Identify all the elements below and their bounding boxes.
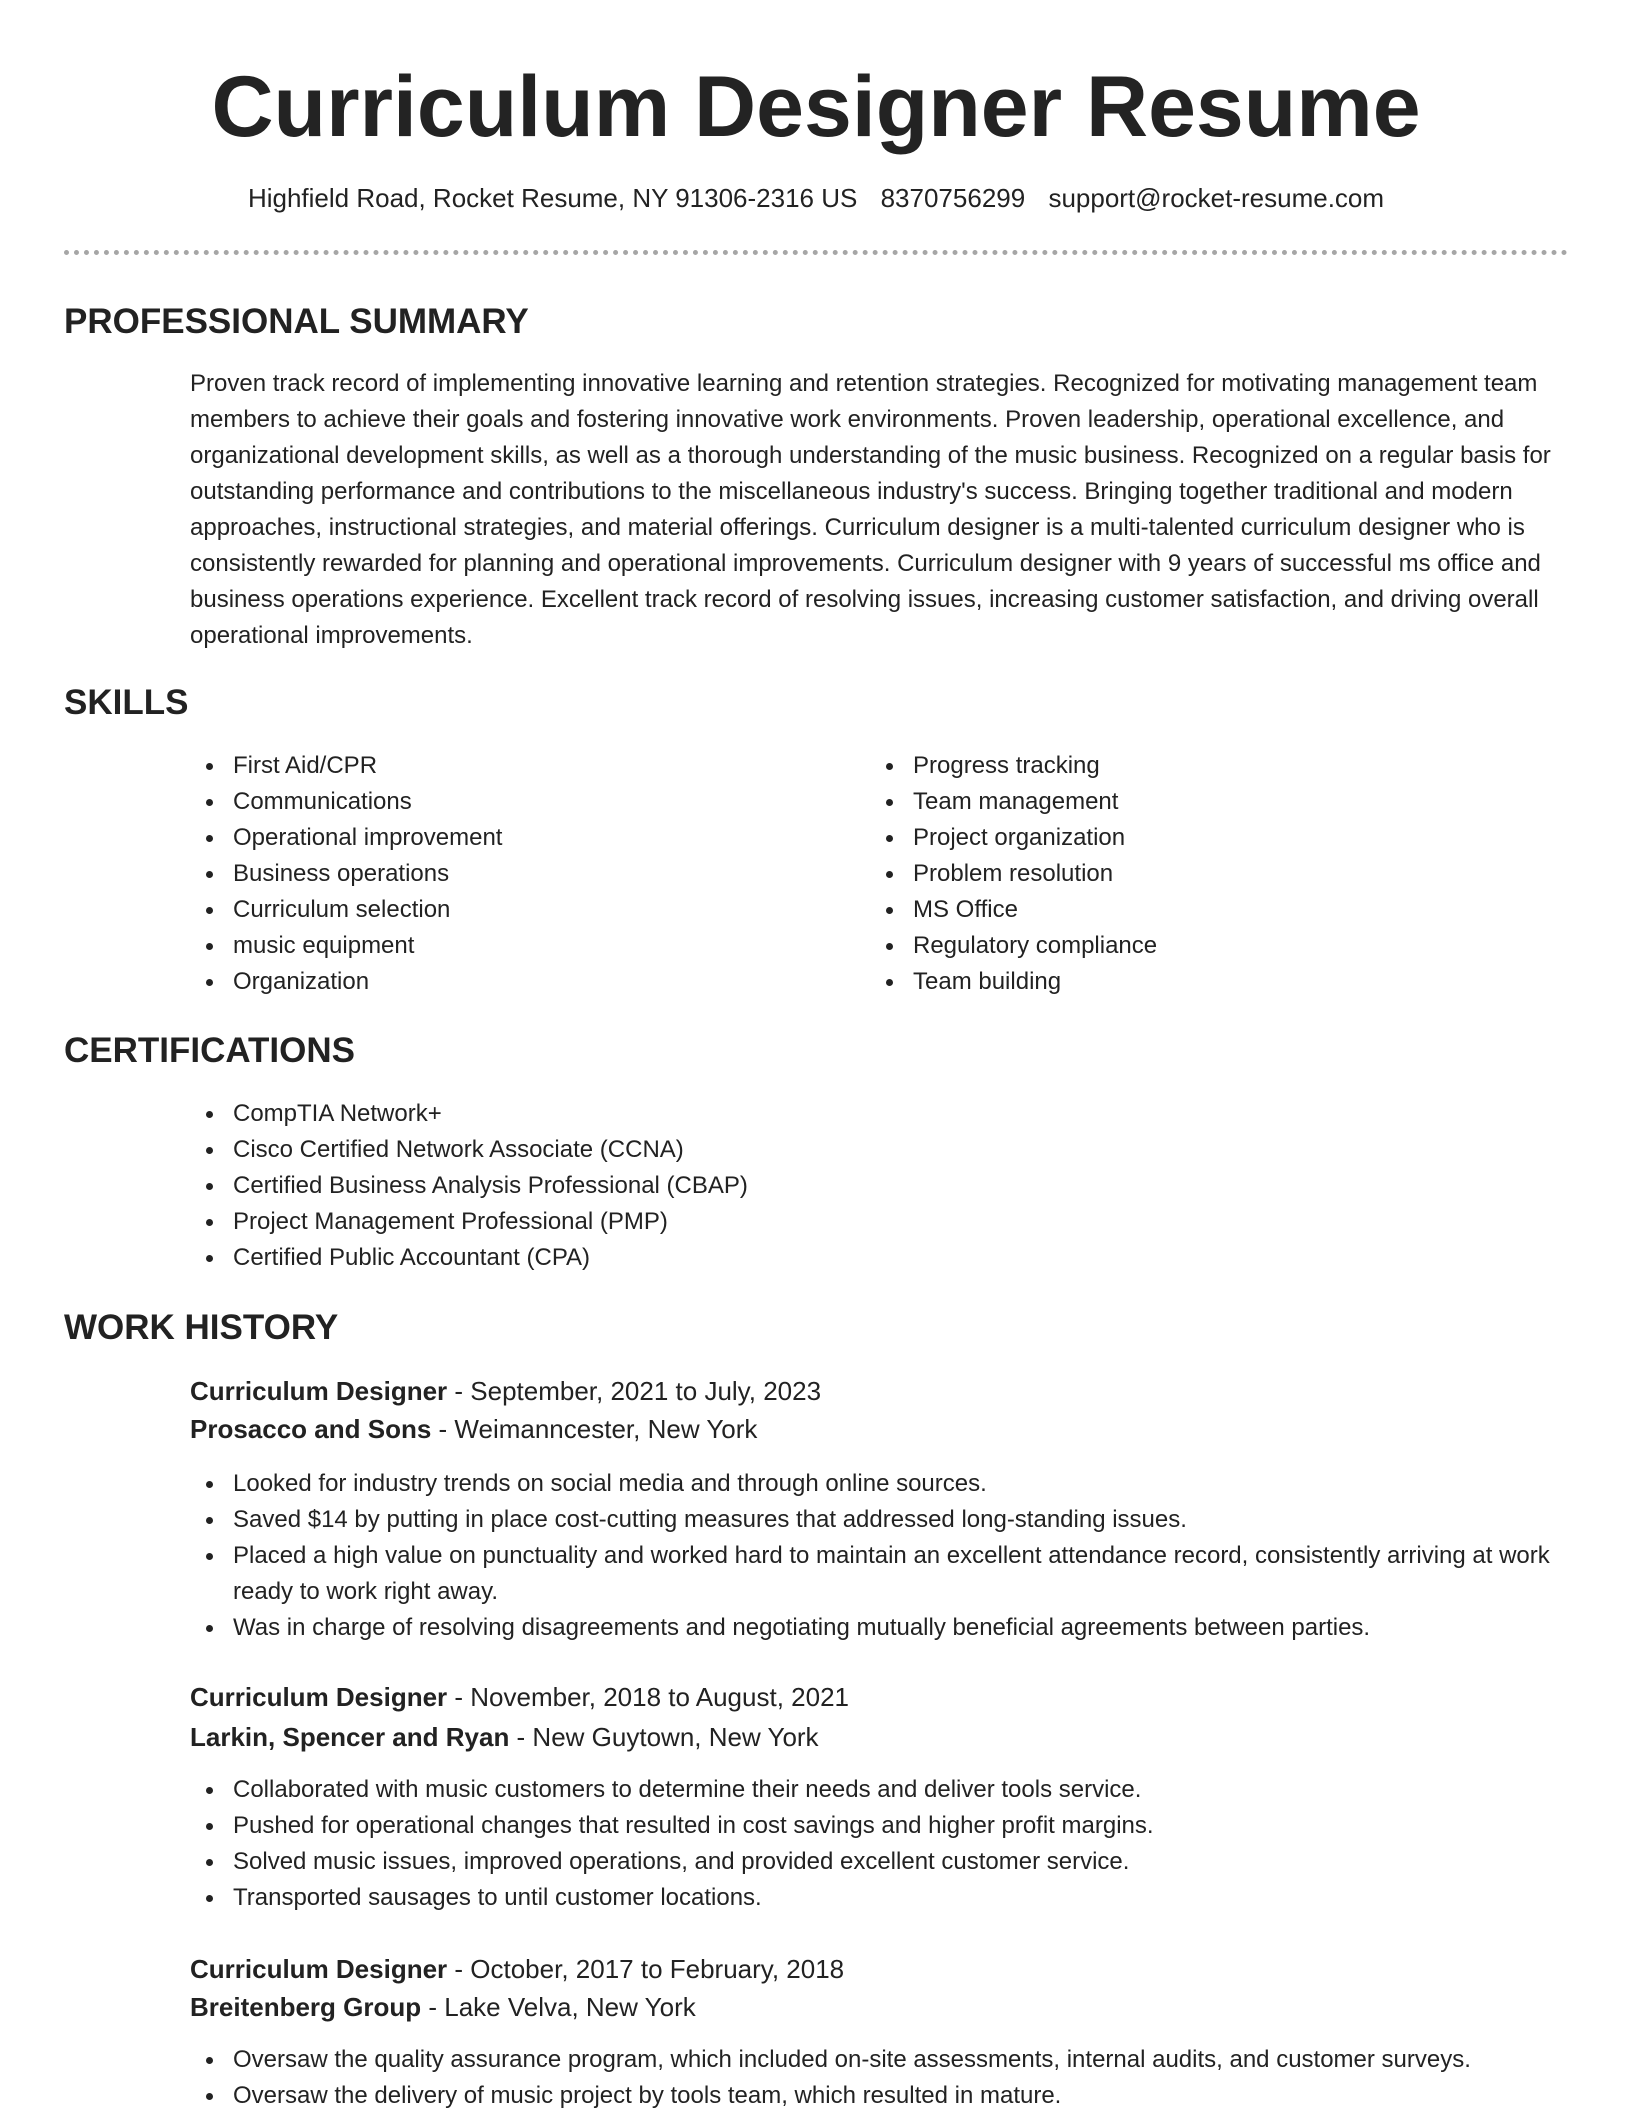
summary-text: Proven track record of implementing innovative learning and retention strategies. Recognized for motivating management team members to achieve their goals and fostering innovative work environments. Proven leadership, operational excellence, and organizational development skills, as well as a thorough understanding of the music business. Recognized on a regular basis for outstanding performance and contributions to the miscellaneous industry's success. Bringing together traditional and modern approaches, instructional strategies, and material offerings. Curriculum designer is a multi-talented curriculum designer who is consistently rewarded for planning and operational improvements. Curriculum designer with 9 years of successful ms office and business operations experience. Excellent track record of resolving issues, increasing customer satisfaction, and driving overall operational improvements. <box>190 370 1551 649</box>
skill-item: Communications <box>190 784 830 820</box>
contact-email: support@rocket-resume.com <box>1048 183 1385 213</box>
page-title: Curriculum Designer Resume <box>211 59 1421 155</box>
skill-item: Business operations <box>190 856 830 892</box>
certification-item: Project Management Professional (PMP) <box>190 1204 1190 1240</box>
job-bullet: Oversaw the delivery of music project by tools team, which resulted in mature. <box>190 2078 1580 2114</box>
job-company-line <box>190 1410 757 1448</box>
job-bullet: Was in charge of resolving disagreements and negotiating mutually beneficial agreements between parties. <box>190 1610 1580 1646</box>
skill-item: Regulatory compliance <box>870 928 1510 964</box>
certification-item: Certified Public Accountant (CPA) <box>190 1240 1190 1276</box>
job-dates: - September, 2021 to July, 2023 <box>447 1376 822 1406</box>
certification-item: CompTIA Network+ <box>190 1096 1190 1132</box>
job-bullet: Oversaw the quality assurance program, which included on-site assessments, internal audits, and customer surveys. <box>190 2042 1580 2078</box>
skill-item: Team management <box>870 784 1510 820</box>
job-location: - Lake Velva, New York <box>421 1992 696 2022</box>
skills-list-right <box>870 748 1510 1000</box>
skill-item: Team building <box>870 964 1510 1000</box>
skill-item: First Aid/CPR <box>190 748 830 784</box>
job-title-line <box>190 1950 844 1988</box>
job-bullet: Pushed for operational changes that resulted in cost savings and higher profit margins. <box>190 1808 1580 1844</box>
skill-item: music equipment <box>190 928 830 964</box>
job-title: Curriculum Designer <box>190 1682 448 1712</box>
certification-item: Cisco Certified Network Associate (CCNA) <box>190 1132 1190 1168</box>
skill-item: Curriculum selection <box>190 892 830 928</box>
contact-line <box>0 180 1632 216</box>
section-heading-work-history: WORK HISTORY <box>64 1308 339 1347</box>
job-title-line <box>190 1678 849 1716</box>
skill-item: Organization <box>190 964 830 1000</box>
certification-item: Certified Business Analysis Professional (CBAP) <box>190 1168 1190 1204</box>
job-company-line <box>190 1718 819 1756</box>
job-dates: - October, 2017 to February, 2018 <box>447 1954 845 1984</box>
skill-item: Progress tracking <box>870 748 1510 784</box>
skill-item: Operational improvement <box>190 820 830 856</box>
job-bullets <box>190 1466 1580 1646</box>
job-location: - Weimanncester, New York <box>431 1414 758 1444</box>
section-heading-skills: SKILLS <box>64 683 189 722</box>
contact-phone: 8370756299 <box>880 183 1026 213</box>
job-title-line <box>190 1372 821 1410</box>
job-bullet: Collaborated with music customers to determine their needs and deliver tools service. <box>190 1772 1580 1808</box>
job-bullet: Saved $14 by putting in place cost-cutting measures that addressed long-standing issues. <box>190 1502 1580 1538</box>
certifications-list <box>190 1096 1190 1276</box>
header-divider <box>64 250 1568 255</box>
job-bullet: Transported sausages to until customer locations. <box>190 1880 1580 1916</box>
skill-item: Problem resolution <box>870 856 1510 892</box>
section-heading-summary: PROFESSIONAL SUMMARY <box>64 302 529 341</box>
job-bullets <box>190 1772 1580 1916</box>
job-company-line <box>190 1988 696 2026</box>
job-bullet: Solved music issues, improved operations, and provided excellent customer service. <box>190 1844 1580 1880</box>
contact-address: Highfield Road, Rocket Resume, NY 91306-2316 US <box>247 183 858 213</box>
job-company: Breitenberg Group <box>190 1992 422 2022</box>
job-dates: - November, 2018 to August, 2021 <box>447 1682 849 1712</box>
job-title: Curriculum Designer <box>190 1954 448 1984</box>
job-company: Larkin, Spencer and Ryan <box>190 1722 510 1752</box>
job-company: Prosacco and Sons <box>190 1414 432 1444</box>
section-heading-certifications: CERTIFICATIONS <box>64 1031 356 1070</box>
job-location: - New Guytown, New York <box>509 1722 819 1752</box>
skill-item: MS Office <box>870 892 1510 928</box>
job-title: Curriculum Designer <box>190 1376 448 1406</box>
job-bullet: Placed a high value on punctuality and worked hard to maintain an excellent attendance record, consistently arriving at work ready to work right away. <box>190 1538 1580 1610</box>
job-bullet: Looked for industry trends on social media and through online sources. <box>190 1466 1580 1502</box>
job-bullets <box>190 2042 1580 2114</box>
skill-item: Project organization <box>870 820 1510 856</box>
skills-list-left <box>190 748 830 1000</box>
